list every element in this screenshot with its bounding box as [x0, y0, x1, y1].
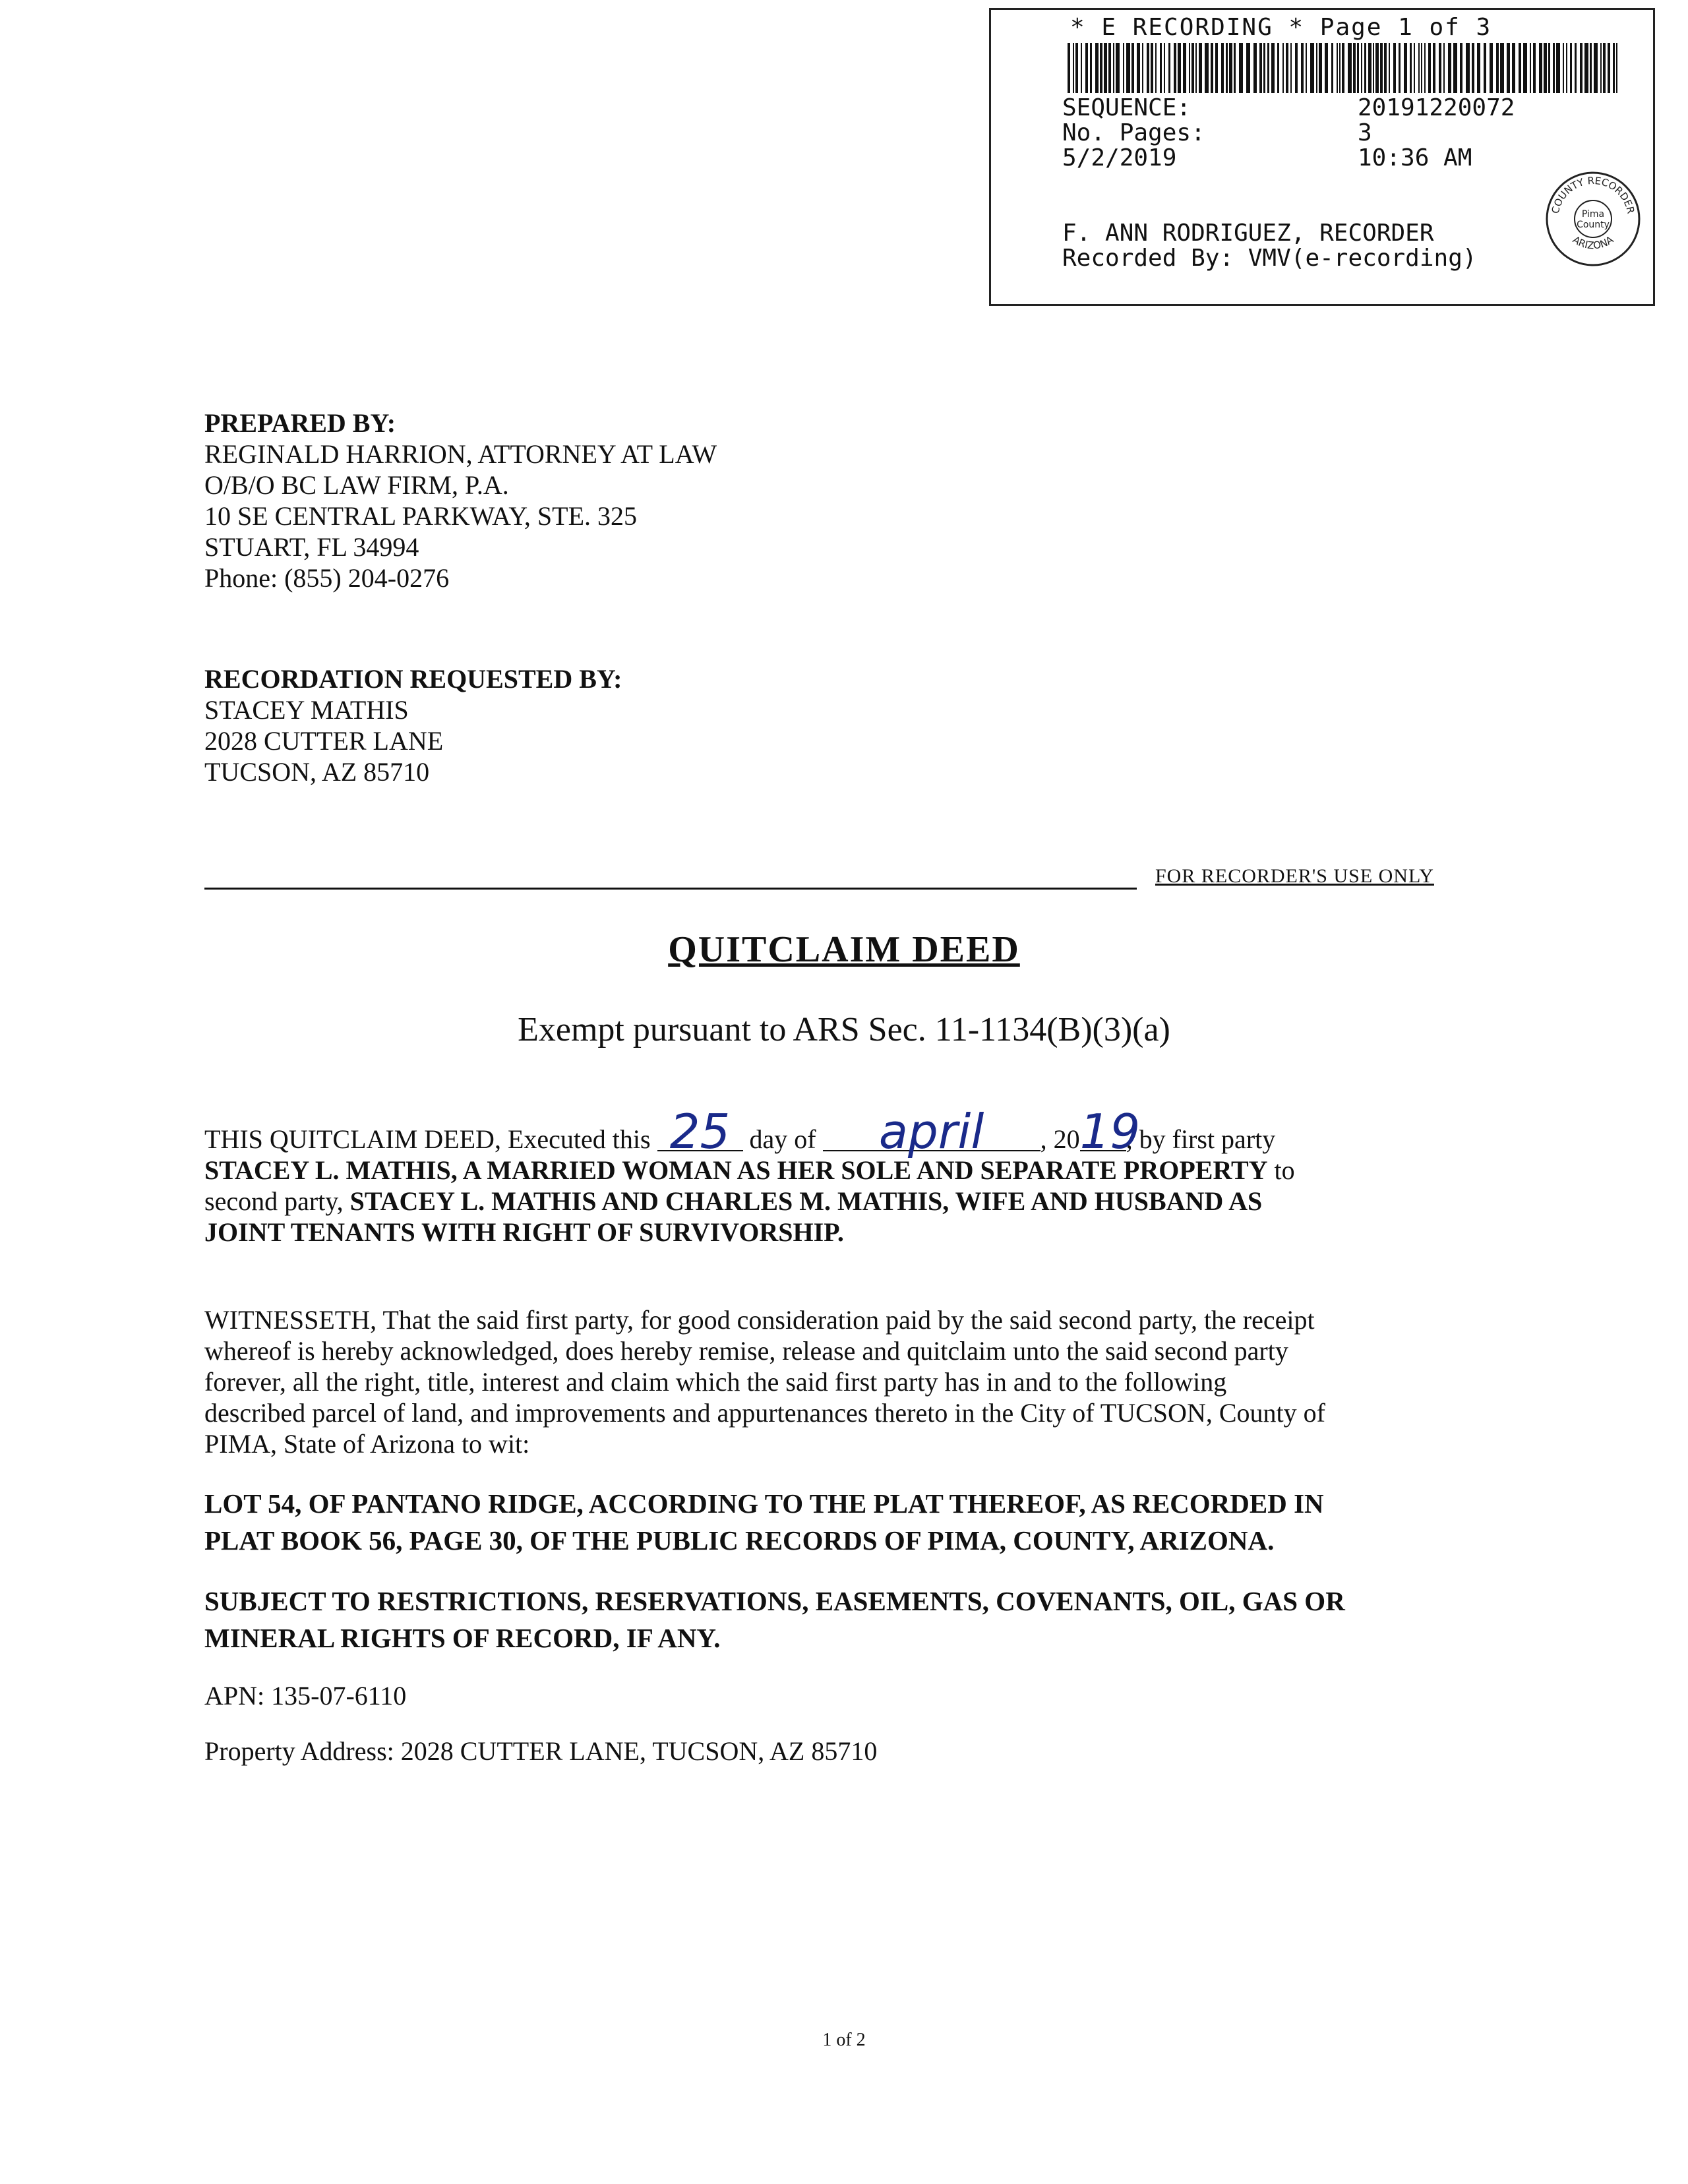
- seal-center-line-1: Pima: [1581, 209, 1605, 220]
- prepared-by-line: REGINALD HARRION, ATTORNEY AT LAW: [204, 439, 717, 469]
- seal-center-line-2: County: [1577, 220, 1610, 230]
- witnesseth-line: forever, all the right, title, interest and claim which the said first party has in and to the following: [204, 1367, 1227, 1397]
- execution-line-3: [204, 1186, 1497, 1217]
- county-recorder-seal-icon: [1544, 169, 1643, 268]
- prepared-by-line: O/B/O BC LAW FIRM, P.A.: [204, 470, 509, 500]
- barcode-icon: [1068, 43, 1621, 93]
- recording-time: 10:36 AM: [1358, 144, 1472, 171]
- sequence-value: 20191220072: [1358, 94, 1515, 121]
- recording-stamp: [989, 8, 1655, 306]
- execution-line-2: [204, 1155, 1497, 1186]
- apn: APN: 135-07-6110: [204, 1681, 407, 1711]
- pages-label: No. Pages:: [1062, 119, 1205, 146]
- recorded-by: Recorded By: VMV(e-recording): [1062, 245, 1477, 272]
- requested-by-line: STACEY MATHIS: [204, 695, 409, 725]
- requested-by-block: [204, 663, 622, 787]
- execution-line-2-tail: to: [1267, 1155, 1295, 1185]
- prepared-by-line: STUART, FL 34994: [204, 532, 419, 562]
- prepared-by-line: 10 SE CENTRAL PARKWAY, STE. 325: [204, 501, 638, 531]
- witnesseth-line: PIMA, State of Arizona to wit:: [204, 1429, 530, 1459]
- seal-bottom-text: ARIZONA: [1570, 233, 1616, 252]
- prepared-by-line: Phone: (855) 204-0276: [204, 563, 450, 593]
- handwritten-month: april: [823, 1113, 1040, 1151]
- legal-description-line: PLAT BOOK 56, PAGE 30, OF THE PUBLIC RECORDS OF PIMA, COUNTY, ARIZONA.: [204, 1525, 1275, 1556]
- execution-day-of: day of: [742, 1124, 823, 1154]
- witnesseth-line: described parcel of land, and improvements and appurtenances thereto in the City of TUCSON, County of: [204, 1398, 1325, 1428]
- first-party-name: STACEY L. MATHIS, A MARRIED WOMAN AS HER SOLE AND SEPARATE PROPERTY: [204, 1155, 1268, 1185]
- requested-by-line: TUCSON, AZ 85710: [204, 757, 430, 787]
- subject-to-line: MINERAL RIGHTS OF RECORD, IF ANY.: [204, 1623, 721, 1653]
- recorders-use-label: FOR RECORDER'S USE ONLY: [1155, 865, 1434, 887]
- page-number: 1 of 2: [822, 2030, 866, 2050]
- witnesseth-line: whereof is hereby acknowledged, does hereby remise, release and quitclaim unto the said second party: [204, 1336, 1288, 1366]
- execution-year-prefix: , 20: [1040, 1124, 1080, 1154]
- legal-description: [204, 1485, 1497, 1559]
- seal-top-text: COUNTY RECORDER: [1549, 174, 1637, 215]
- document-subtitle: Exempt pursuant to ARS Sec. 11-1134(B)(3)(a): [518, 1011, 1170, 1048]
- document-title: QUITCLAIM DEED: [668, 929, 1020, 970]
- handwritten-year: 19: [1079, 1104, 1141, 1159]
- execution-line-3-lead: second party,: [204, 1186, 350, 1216]
- execution-after-year: , by first party: [1126, 1124, 1276, 1154]
- stamp-header: * E RECORDING * Page 1 of 3: [1070, 14, 1492, 41]
- second-party-name: STACEY L. MATHIS AND CHARLES M. MATHIS, WIFE AND HUSBAND AS: [349, 1186, 1263, 1216]
- prepared-by-block: [204, 408, 717, 593]
- requested-by-heading: RECORDATION REQUESTED BY:: [204, 664, 622, 694]
- pages-value: 3: [1358, 119, 1372, 146]
- execution-paragraph: [204, 1104, 1497, 1248]
- execution-line-4: JOINT TENANTS WITH RIGHT OF SURVIVORSHIP.: [204, 1217, 844, 1247]
- recording-date: 5/2/2019: [1062, 144, 1177, 171]
- property-address: Property Address: 2028 CUTTER LANE, TUCSON, AZ 85710: [204, 1736, 878, 1766]
- subject-to-line: SUBJECT TO RESTRICTIONS, RESERVATIONS, EASEMENTS, COVENANTS, OIL, GAS OR: [204, 1586, 1345, 1616]
- legal-description-line: LOT 54, OF PANTANO RIDGE, ACCORDING TO THE PLAT THEREOF, AS RECORDED IN: [204, 1488, 1324, 1519]
- prepared-by-heading: PREPARED BY:: [204, 408, 396, 438]
- requested-by-line: 2028 CUTTER LANE: [204, 726, 444, 756]
- recorder-divider: [204, 888, 1137, 890]
- execution-prefix: THIS QUITCLAIM DEED, Executed this: [204, 1124, 657, 1154]
- execution-line-1: [204, 1104, 1497, 1159]
- witnesseth-paragraph: [204, 1304, 1497, 1459]
- subject-to-clause: [204, 1583, 1497, 1656]
- recorder-name: F. ANN RODRIGUEZ, RECORDER: [1062, 220, 1434, 247]
- sequence-label: SEQUENCE:: [1062, 94, 1191, 121]
- witnesseth-line: WITNESSETH, That the said first party, for good consideration paid by the said second party, the receipt: [204, 1305, 1315, 1335]
- handwritten-day: 25: [657, 1113, 743, 1151]
